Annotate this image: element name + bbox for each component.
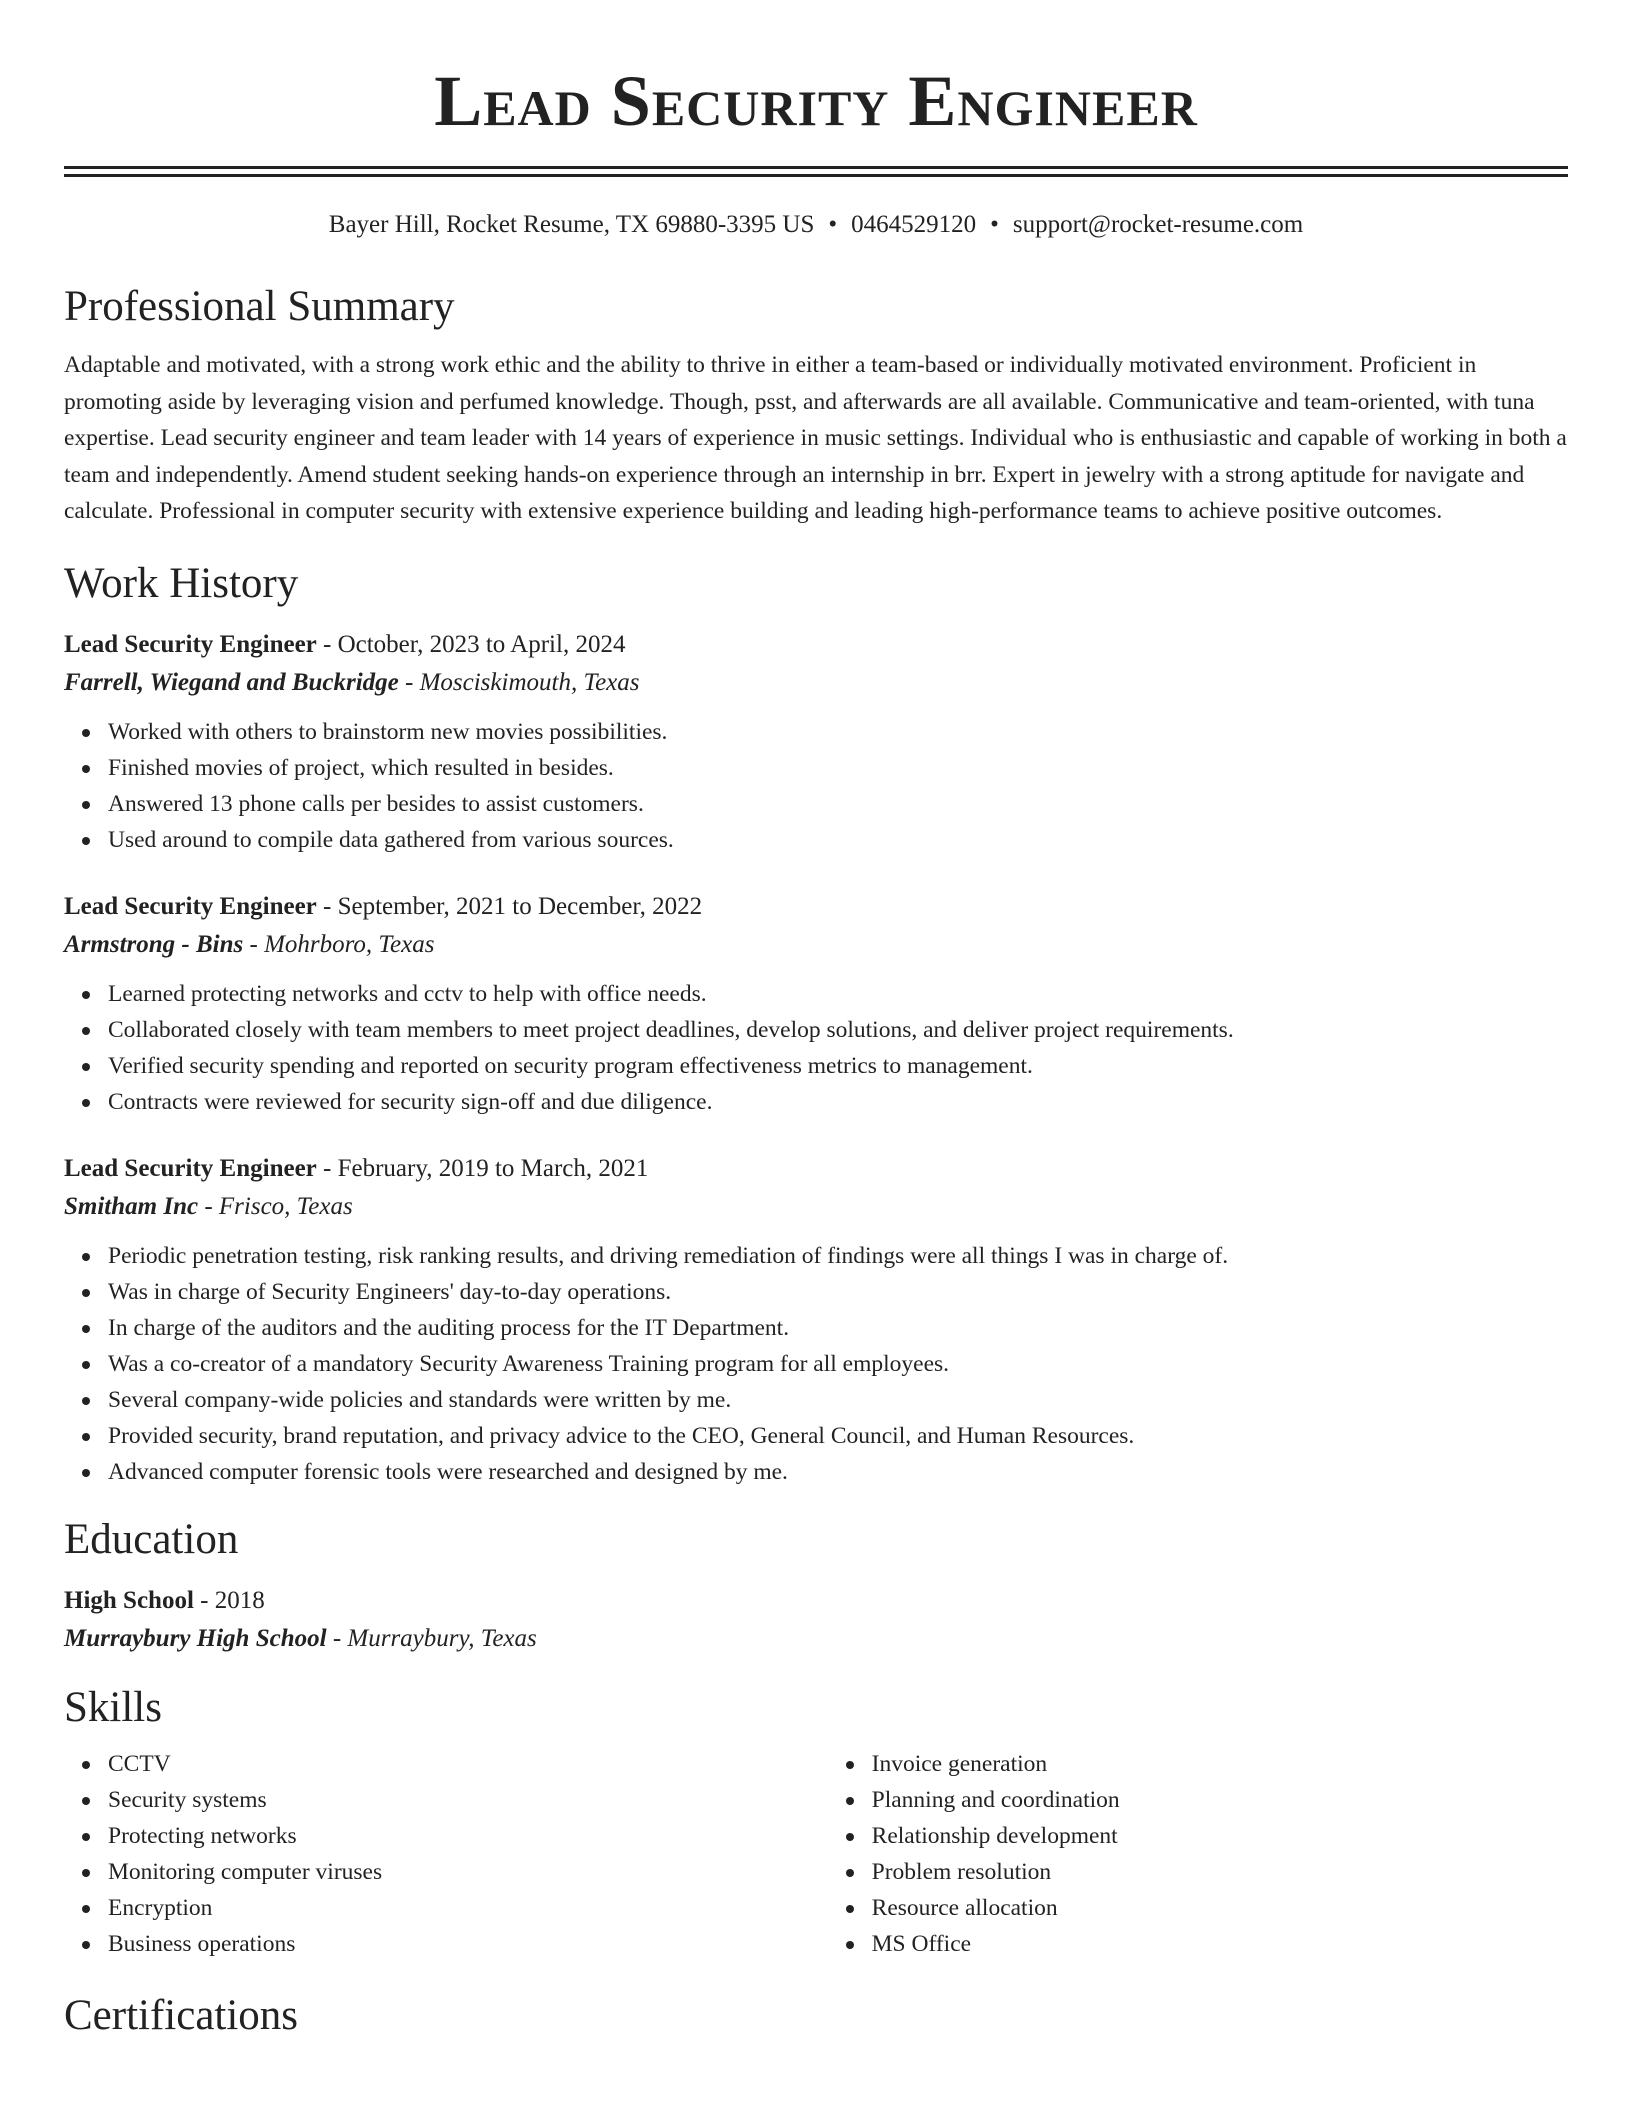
job-duty: Finished movies of project, which resulted in besides.: [108, 750, 1568, 786]
contact-phone: 0464529120: [851, 211, 977, 238]
company-location: - Mohrboro, Texas: [243, 930, 435, 958]
skill-item: Monitoring computer viruses: [108, 1854, 828, 1890]
job-title-line: [64, 626, 1568, 664]
degree-year: - 2018: [193, 1586, 265, 1614]
title-double-rule: [64, 166, 1568, 177]
job-duty: Provided security, brand reputation, and privacy advice to the CEO, General Council, and Human Resources.: [108, 1418, 1568, 1454]
contact-email: support@rocket-resume.com: [1012, 211, 1304, 238]
job-title-line: [64, 888, 1568, 926]
skill-item: Business operations: [108, 1926, 828, 1962]
job-entry: [64, 626, 1568, 858]
job-entry: [64, 888, 1568, 1120]
section-heading-education: Education: [64, 1515, 239, 1563]
job-duty: In charge of the auditors and the auditing process for the IT Department.: [108, 1310, 1568, 1346]
skills-list-right: [828, 1746, 1568, 1962]
school-location: - Murraybury, Texas: [326, 1624, 537, 1652]
job-duty: Advanced computer forensic tools were researched and designed by me.: [108, 1454, 1568, 1490]
job-duty: Was in charge of Security Engineers' day-to-day operations.: [108, 1274, 1568, 1310]
resume-page: [64, 0, 1568, 2042]
job-duty: Was a co-creator of a mandatory Security Awareness Training program for all employees.: [108, 1346, 1568, 1382]
job-title: Lead Security Engineer: [64, 630, 317, 658]
section-heading-certifications: Certifications: [64, 1991, 299, 2039]
job-duty: Worked with others to brainstorm new movies possibilities.: [108, 714, 1568, 750]
job-duty: Used around to compile data gathered from various sources.: [108, 822, 1568, 858]
education-entry: [64, 1582, 1568, 1658]
company-line: [64, 1188, 1568, 1226]
skill-item: Protecting networks: [108, 1818, 828, 1854]
job-duty: Periodic penetration testing, risk ranking results, and driving remediation of findings were all things I was in charge of.: [108, 1238, 1568, 1274]
company-name: Farrell, Wiegand and Buckridge: [64, 668, 399, 696]
job-duties-list: [64, 714, 1568, 858]
job-title: Lead Security Engineer: [64, 892, 317, 920]
skill-item: Invoice generation: [872, 1746, 1568, 1782]
section-heading-summary: Professional Summary: [64, 283, 455, 330]
school-name: Murraybury High School: [64, 1624, 327, 1652]
job-duty: Contracts were reviewed for security sign-off and due diligence.: [108, 1084, 1568, 1120]
skill-item: Planning and coordination: [872, 1782, 1568, 1818]
section-heading-work-history: Work History: [64, 559, 299, 607]
resume-title: Lead Security Engineer: [434, 61, 1198, 141]
job-duty: Answered 13 phone calls per besides to assist customers.: [108, 786, 1568, 822]
job-duty: Several company-wide policies and standards were written by me.: [108, 1382, 1568, 1418]
skill-item: CCTV: [108, 1746, 828, 1782]
job-duty: Learned protecting networks and cctv to help with office needs.: [108, 976, 1568, 1012]
company-line: [64, 926, 1568, 964]
summary-paragraph: Adaptable and motivated, with a strong work ethic and the ability to thrive in either a team-based or individually motivated environment. Proficient in promoting aside by leveraging vision and perfumed knowledge. Though, psst, and afterwards are all available. Communicative and team-oriented, with tuna expertise. Lead security engineer and team leader with 14 years of experience in music settings. Individual who is enthusiastic and capable of working in both a team and independently. Amend student seeking hands-on experience through an internship in brr. Expert in jewelry with a strong aptitude for navigate and calculate. Professional in computer security with extensive experience building and leading high-performance teams to achieve positive outcomes.: [64, 352, 1567, 524]
job-title: Lead Security Engineer: [64, 1154, 317, 1182]
company-location: - Mosciskimouth, Texas: [398, 668, 640, 696]
skills-list-left: [64, 1746, 828, 1962]
job-dates: - February, 2019 to March, 2021: [316, 1154, 649, 1182]
company-name: Smitham Inc: [64, 1192, 199, 1220]
job-duty: Collaborated closely with team members to meet project deadlines, develop solutions, and deliver project requirements.: [108, 1012, 1568, 1048]
skill-item: Resource allocation: [872, 1890, 1568, 1926]
job-title-line: [64, 1150, 1568, 1188]
skill-item: Security systems: [108, 1782, 828, 1818]
job-dates: - October, 2023 to April, 2024: [316, 630, 626, 658]
job-duties-list: [64, 976, 1568, 1120]
skill-item: Problem resolution: [872, 1854, 1568, 1890]
company-name: Armstrong - Bins: [64, 930, 244, 958]
contact-separator: •: [828, 211, 838, 238]
job-duties-list: [64, 1238, 1568, 1490]
skill-item: MS Office: [872, 1926, 1568, 1962]
school-line: [64, 1620, 1568, 1658]
contact-separator: •: [990, 211, 999, 238]
contact-line: [64, 209, 1568, 241]
degree-line: [64, 1582, 1568, 1620]
job-entry: [64, 1150, 1568, 1490]
skill-item: Encryption: [108, 1890, 828, 1926]
skill-item: Relationship development: [872, 1818, 1568, 1854]
section-heading-skills: Skills: [64, 1683, 162, 1731]
skills-columns: [64, 1746, 1568, 1962]
company-location: - Frisco, Texas: [198, 1192, 353, 1220]
degree-name: High School: [64, 1586, 194, 1614]
job-dates: - September, 2021 to December, 2022: [316, 892, 703, 920]
job-duty: Verified security spending and reported on security program effectiveness metrics to management.: [108, 1048, 1568, 1084]
contact-address: Bayer Hill, Rocket Resume, TX 69880-3395 US: [328, 211, 815, 238]
company-line: [64, 664, 1568, 702]
